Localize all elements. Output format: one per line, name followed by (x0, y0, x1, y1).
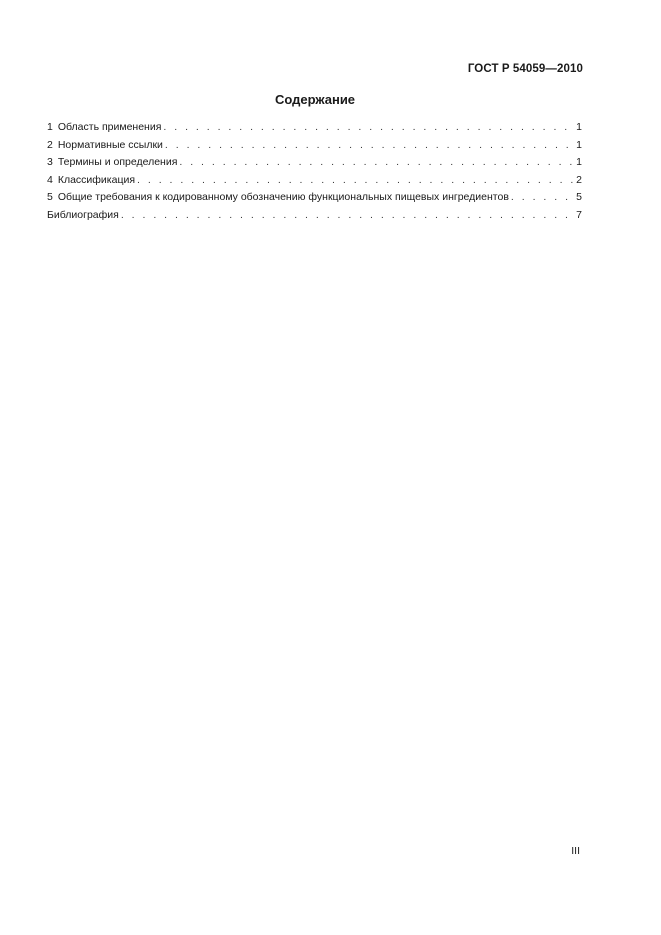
table-of-contents (47, 119, 582, 225)
toc-leader-dots (119, 207, 575, 225)
toc-entry-number: 4 (47, 173, 53, 186)
standard-code: ГОСТ Р 54059—2010 (467, 63, 583, 75)
toc-entry-number: 3 (47, 156, 53, 169)
toc-entry-page: 1 (576, 121, 582, 133)
toc-entry-title: Библиография (47, 208, 119, 221)
toc-entry-page: 2 (576, 173, 582, 186)
toc-entry-page: 7 (576, 208, 582, 221)
toc-entry-page: 1 (576, 156, 582, 169)
toc-entry-title-wrap (47, 119, 161, 137)
toc-entry-title-wrap (47, 207, 119, 225)
toc-entry[interactable] (47, 172, 582, 190)
toc-leader-dots (509, 189, 575, 207)
toc-entry-page: 5 (576, 191, 582, 204)
toc-leader-dots (177, 154, 575, 172)
toc-entry-title: Нормативные ссылки (57, 138, 163, 151)
toc-entry-number: 5 (47, 191, 53, 204)
toc-leader-dots (163, 137, 575, 155)
toc-entry-number: 2 (47, 138, 53, 151)
toc-entry-page: 1 (576, 138, 582, 151)
toc-entry[interactable] (47, 189, 582, 207)
toc-title: Содержание (274, 92, 356, 107)
toc-entry-title-wrap (47, 154, 177, 172)
toc-leader-dots (135, 172, 575, 190)
toc-entry-title-wrap (47, 137, 163, 155)
toc-entry[interactable] (47, 119, 582, 137)
toc-entry-title: Область применения (57, 121, 162, 133)
toc-entry[interactable] (47, 137, 582, 155)
page-number: III (571, 845, 580, 857)
toc-entry[interactable] (47, 154, 582, 172)
toc-entry-title-wrap (47, 189, 509, 207)
toc-entry[interactable] (47, 207, 582, 225)
toc-entry-title: Общие требования к кодированному обозначению функциональных пищевых ингредиентов (57, 191, 509, 204)
toc-entry-title: Классификация (57, 173, 136, 186)
toc-entry-title: Термины и определения (57, 156, 178, 169)
toc-entry-number: 1 (47, 121, 53, 133)
toc-leader-dots (161, 119, 575, 137)
toc-entry-title-wrap (47, 172, 135, 190)
